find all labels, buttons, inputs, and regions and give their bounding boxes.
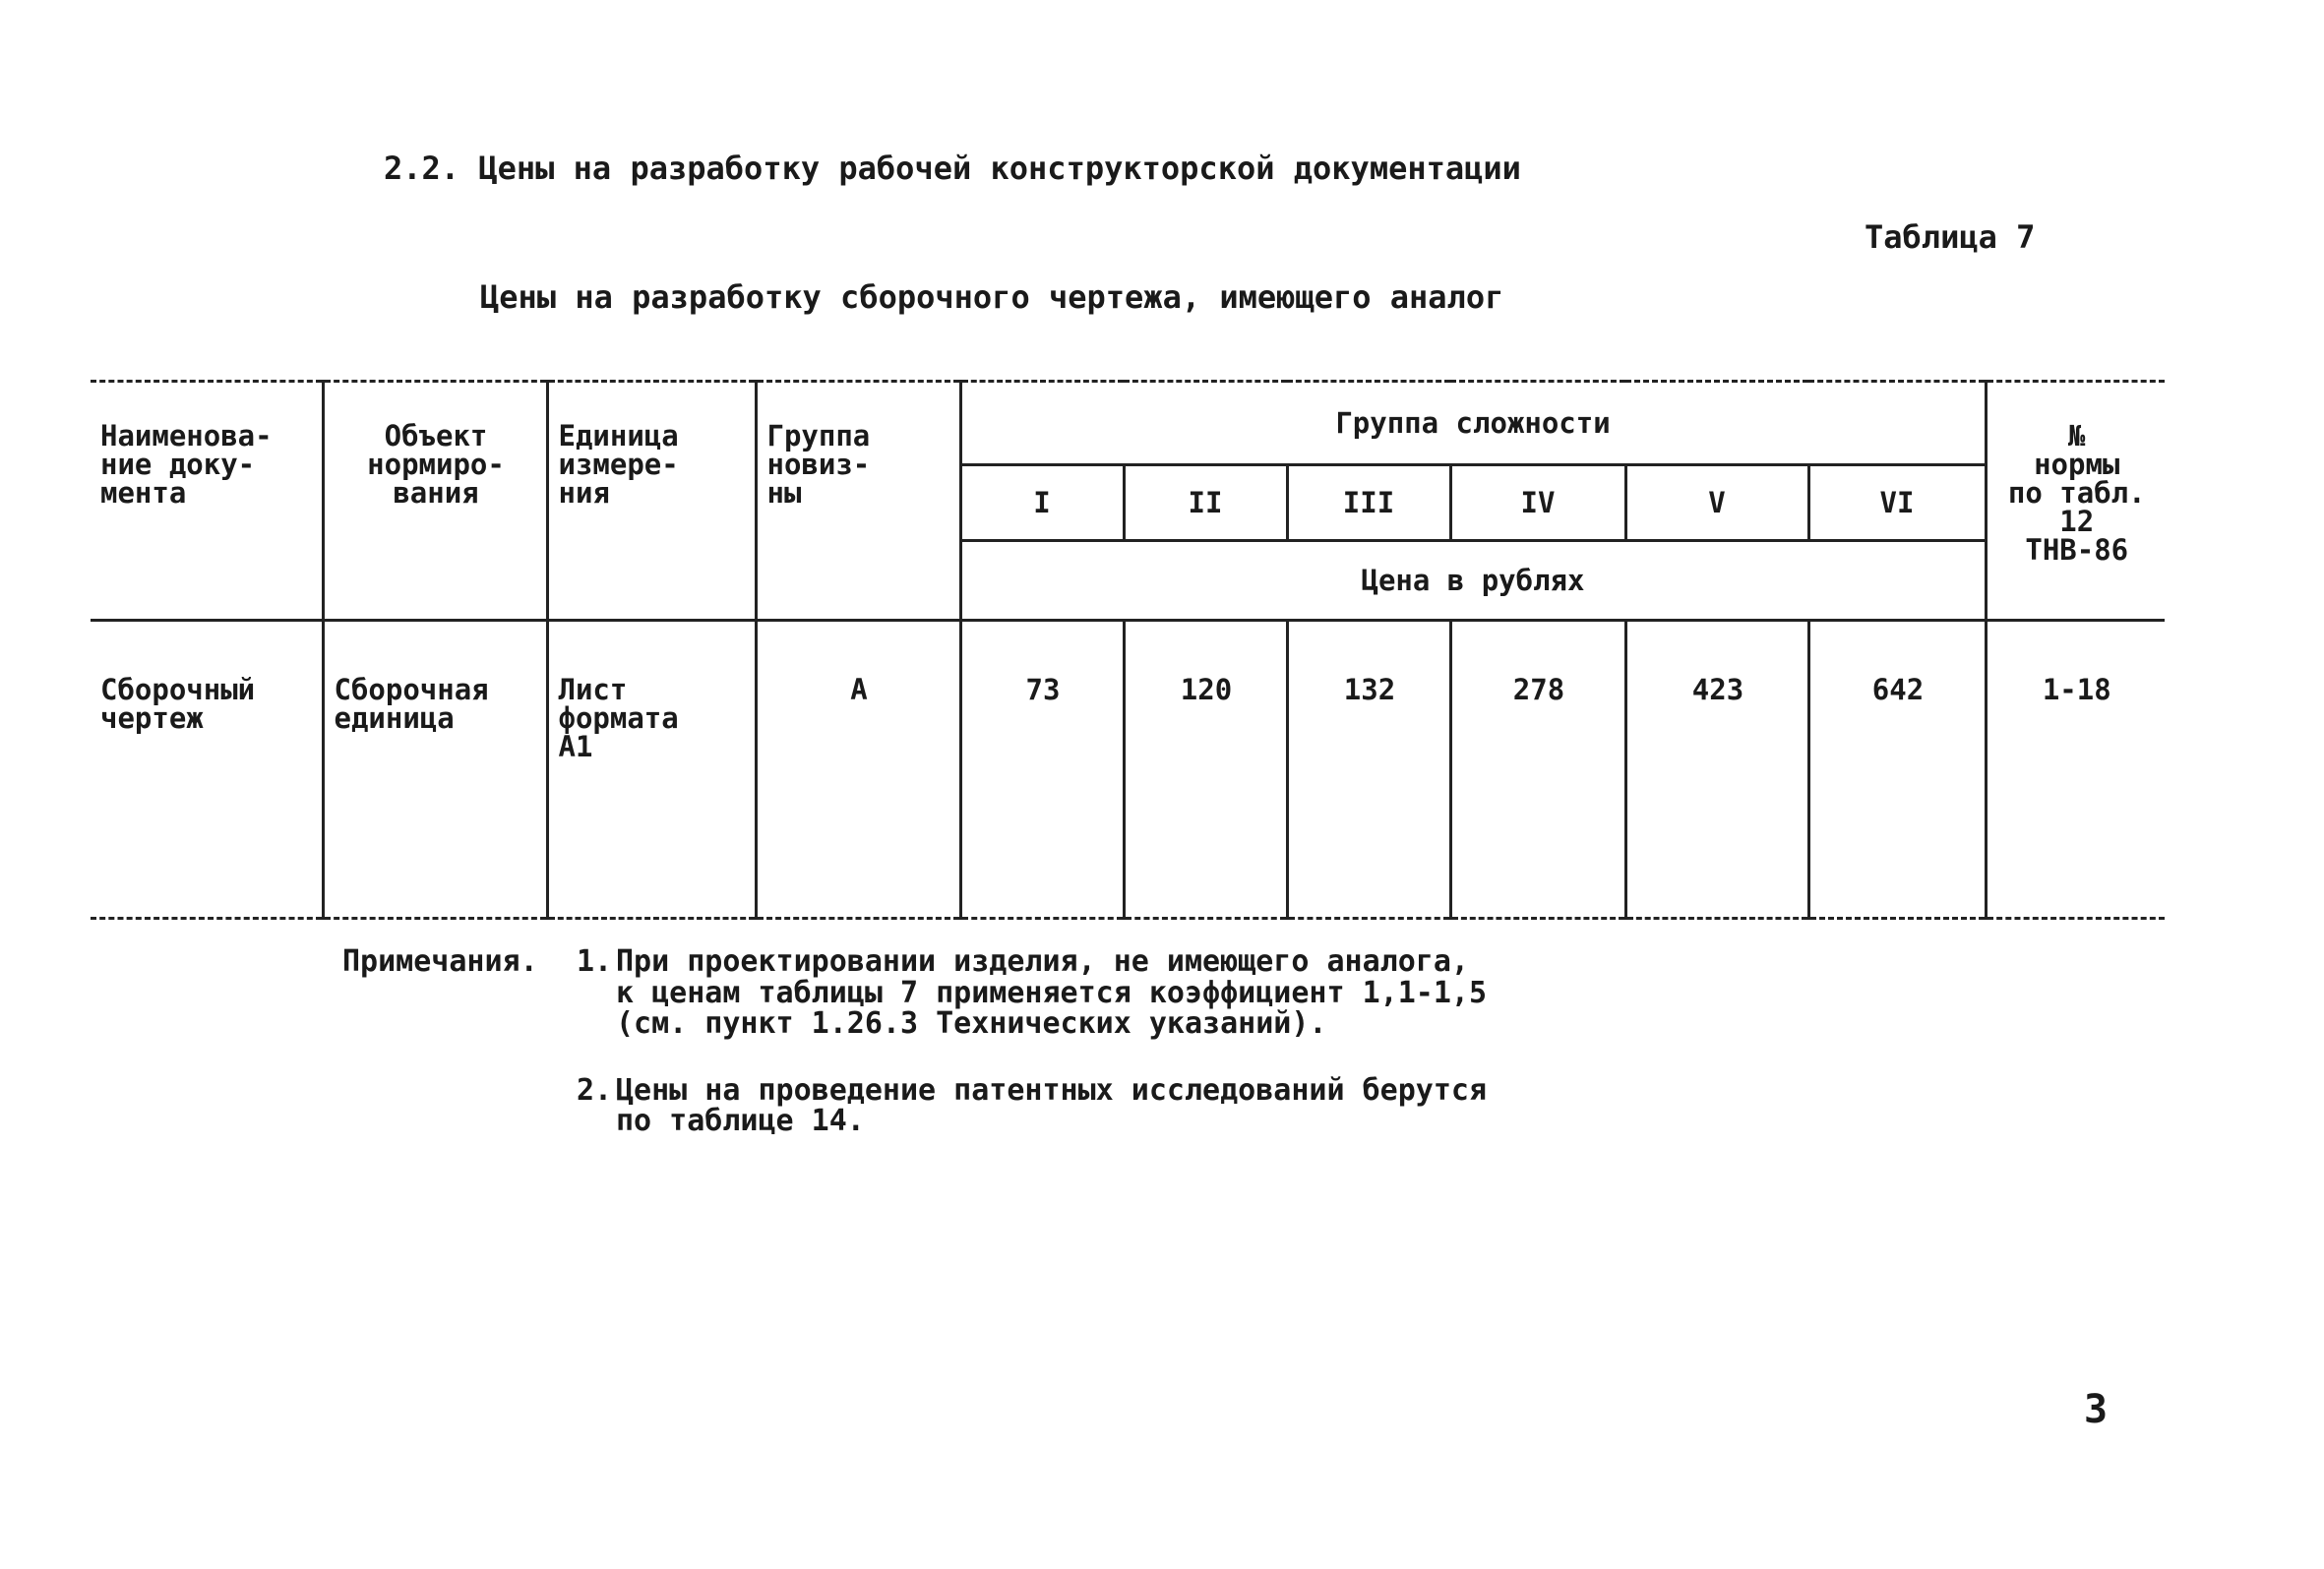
header-price-label: Цена в рублях	[960, 541, 1986, 621]
cell-norm-ref: 1-18	[1986, 621, 2165, 919]
section-title: 2.2. Цены на разработку рабочей конструкторской документации	[384, 150, 1521, 187]
note-text: Цены на проведение патентных исследований берутся по таблице 14.	[616, 1072, 1488, 1138]
header-novelty-group: Группа новиз- ны	[756, 382, 960, 621]
header-level-3: III	[1287, 465, 1450, 541]
header-level-1: I	[960, 465, 1124, 541]
table-label: Таблица 7	[1865, 218, 2036, 256]
header-doc-name: Наименова- ние доку- мента	[91, 382, 323, 621]
cell-doc-name: Сборочный чертеж	[91, 621, 323, 919]
header-norm-ref: № нормы по табл. 12 ТНВ-86	[1986, 382, 2165, 621]
cell-unit: Лист формата А1	[547, 621, 756, 919]
table-row	[91, 621, 2165, 919]
cell-price-3: 132	[1287, 621, 1450, 919]
price-table	[91, 380, 2165, 920]
header-complexity-group: Группа сложности	[960, 382, 1986, 465]
cell-price-2: 120	[1124, 621, 1287, 919]
header-level-6: VI	[1808, 465, 1986, 541]
cell-price-6: 642	[1808, 621, 1986, 919]
cell-price-5: 423	[1625, 621, 1808, 919]
table-caption: Цены на разработку сборочного чертежа, имеющего аналог	[480, 278, 1504, 316]
cell-price-4: 278	[1450, 621, 1625, 919]
notes	[342, 946, 1487, 1137]
header-level-2: II	[1124, 465, 1287, 541]
header-object: Объект нормиро- вания	[323, 382, 547, 621]
cell-price-1: 73	[960, 621, 1124, 919]
note-number: 2.	[577, 1072, 613, 1108]
header-level-4: IV	[1450, 465, 1625, 541]
note-text: При проектировании изделия, не имеющего аналога, к ценам таблицы 7 применяется коэффициент 1,1-1,5 (см. пункт 1.26.3 Технических указаний).	[616, 944, 1488, 1041]
notes-lead: Примечания.	[342, 944, 538, 979]
header-level-5: V	[1625, 465, 1808, 541]
cell-object: Сборочная единица	[323, 621, 547, 919]
note-number: 1.	[577, 944, 613, 979]
header-unit: Единица измере- ния	[547, 382, 756, 621]
page-number: 3	[2084, 1387, 2109, 1432]
cell-novelty-group: А	[756, 621, 960, 919]
